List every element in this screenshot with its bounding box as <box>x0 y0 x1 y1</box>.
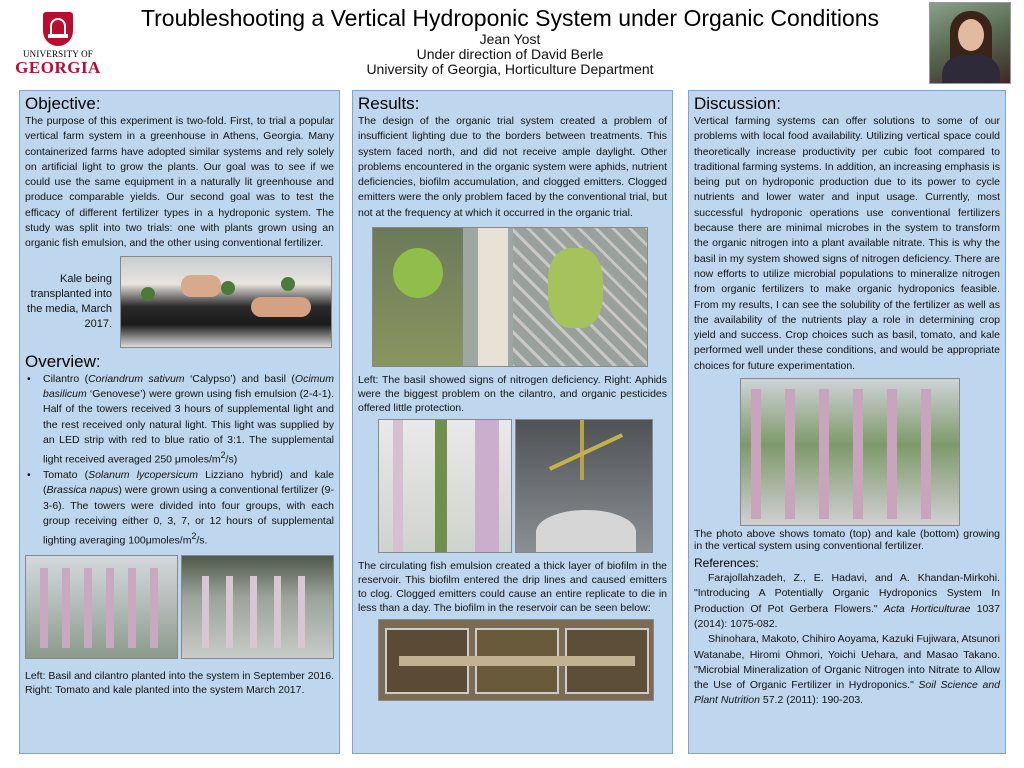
discussion-panel <box>688 90 1006 754</box>
references-heading: References: <box>694 556 759 571</box>
overview-list <box>25 372 334 549</box>
kale-caption: Kale being transplanted into the media, March 2017. <box>27 272 112 330</box>
results-heading: Results: <box>358 94 420 113</box>
discussion-photo-caption: The photo above shows tomato (top) and kale (bottom) growing in the vertical system using conventional fertilizer. <box>694 528 1000 553</box>
results-panel <box>352 90 673 754</box>
logo-line-1: UNIVERSITY OF <box>22 49 94 59</box>
uga-logo <box>12 12 104 82</box>
poster-header <box>110 4 910 77</box>
tomato-kale-planting-photo <box>181 555 334 659</box>
direction-line: Under direction of David Berle <box>416 46 604 62</box>
basil-cilantro-planting-photo <box>25 555 178 659</box>
biofilm-reservoir-photo <box>378 619 654 701</box>
reference-2: Shinohara, Makoto, Chihiro Aoyama, Kazuki Fujiwara, Atsunori Watanabe, Hiromi Ohmori, Yoichi Uehara, and Masao Takano. "Microbial Mineralization of Organic Nitrogen into Nitrate to Allow the Use of Organic Fertilizer in Hydroponics." Soil Science and Plant Nutrition 57.2 (2011): 190-203. <box>694 633 1001 707</box>
affiliation-line: University of Georgia, Horticulture Department <box>366 61 654 77</box>
results-text-2: The circulating fish emulsion created a thick layer of biofilm in the reservoir. This biofilm entered the drip lines and caused emitters to clog. Clogged emitters could cause an entire replicate to die in less than a day. The biofilm in the reservoir can be seen below: <box>358 560 667 615</box>
results-caption-1: Left: The basil showed signs of nitrogen deficiency. Right: Aphids were the biggest problem on the cilantro, and organic pesticides offered little protection. <box>358 374 667 415</box>
author-photo <box>929 2 1011 84</box>
drip-emitter-photo <box>515 419 653 553</box>
discussion-heading: Discussion: <box>694 94 781 113</box>
reference-1: Farajollahzadeh, Z., E. Hadavi, and A. Khandan-Mirkohi. "Introducing A Potentially Organic Hydroponics System In Production Of Pot Gerbera Flowers." Acta Horticulturae 1037 (2014): 1075-082. <box>694 572 1000 630</box>
discussion-text: Vertical farming systems can offer solutions to some of our problems with local food availability. Utilizing vertical space could theoretically increase productivity per cubic foot compared to traditional farming systems. In addition, an increasing emphasis is being put on hydroponic production due to its power to cycle nutrients and lower water and input usage. Currently, most successful hydroponic operations use conventional fertilizers because there are minimal microbes in the system to transform the organic nitrogen into a plant available nitrate. This is why the basil in my system showed signs of nitrogen deficiency. There are now efforts to utilize microbial populations to mineralize nitrogen from organic fertilizers to make organic hydroponics feasible. From my results, I can see the solubility of the fertilizer as well as the availability of the nutrients play a role in determining crop yield and success. Crop choices such as basil, tomato, and kale performed well under these conditions, and would be appropriate choices for future experimentation. <box>694 115 1000 372</box>
author-name: Jean Yost <box>479 31 541 47</box>
list-item: • Cilantro (Coriandrum sativum ‘Calypso’) and basil (Ocimum basilicum ‘Genovese’) were grown using fish emulsion (2-4-1). Half of the towers received 3 hours of supplemental light and the rest received only natural light. This light was supplied by an LED strip with red to blue ratio of 3:1. The supplemental light received averaged 250 μmoles/$m^2/s$) <box>25 372 334 468</box>
results-text: The design of the organic trial system created a problem of insufficient lighting due to the borders between treatments. This system faced north, and did not receive ample daylight. Other problems encountered in the organic system were aphids, nutrient deficiencies, biofilm accumulation, and clogged emitters. Clogged emitters were the only problem faced by the conventional trial, but not at the frequency at which it occurred in the organic trial. <box>358 115 667 219</box>
kale-transplant-photo <box>120 256 332 348</box>
aphid-tower-photo <box>378 419 512 553</box>
planting-caption: Left: Basil and cilantro planted into the system in September 2016. Right: Tomato and kale planted into the system March 2017. <box>25 669 334 696</box>
tomato-kale-system-photo <box>740 378 960 526</box>
poster-title: Troubleshooting a Vertical Hydroponic System under Organic Conditions <box>140 5 880 31</box>
deficiency-aphids-photo <box>372 227 648 367</box>
overview-heading: Overview: <box>25 351 101 371</box>
objective-panel <box>19 90 340 754</box>
objective-text: The purpose of this experiment is two-fold. First, to trial a popular vertical farm system in a greenhouse in Athens, Georgia. Many containerized farms have adopted similar systems and rely solely on artificial light to grow the plants. Our goal was to see if we could use the same equipment in a naturally lit greenhouse and produce comparable yields. Our second goal was to test the efficacy of different fertilizer types in a hydroponic system. The study was split into two trials: one with plants grown using an organic fish emulsion, and the other using conventional fertilizer. <box>25 115 334 250</box>
list-item: • Tomato (Solanum lycopersicum Lizziano hybrid) and kale (Brassica napus) were grown using a conventional fertilizer (9-3-6). The towers were divided into four groups, with each group receiving either 0, 3, 7, or 12 hours of supplemental lighting averaging $100\mu moles/m^2/s$. <box>25 468 334 549</box>
logo-line-2: GEORGIA <box>15 58 101 77</box>
objective-heading: Objective: <box>25 94 101 113</box>
arch-icon <box>43 12 73 46</box>
